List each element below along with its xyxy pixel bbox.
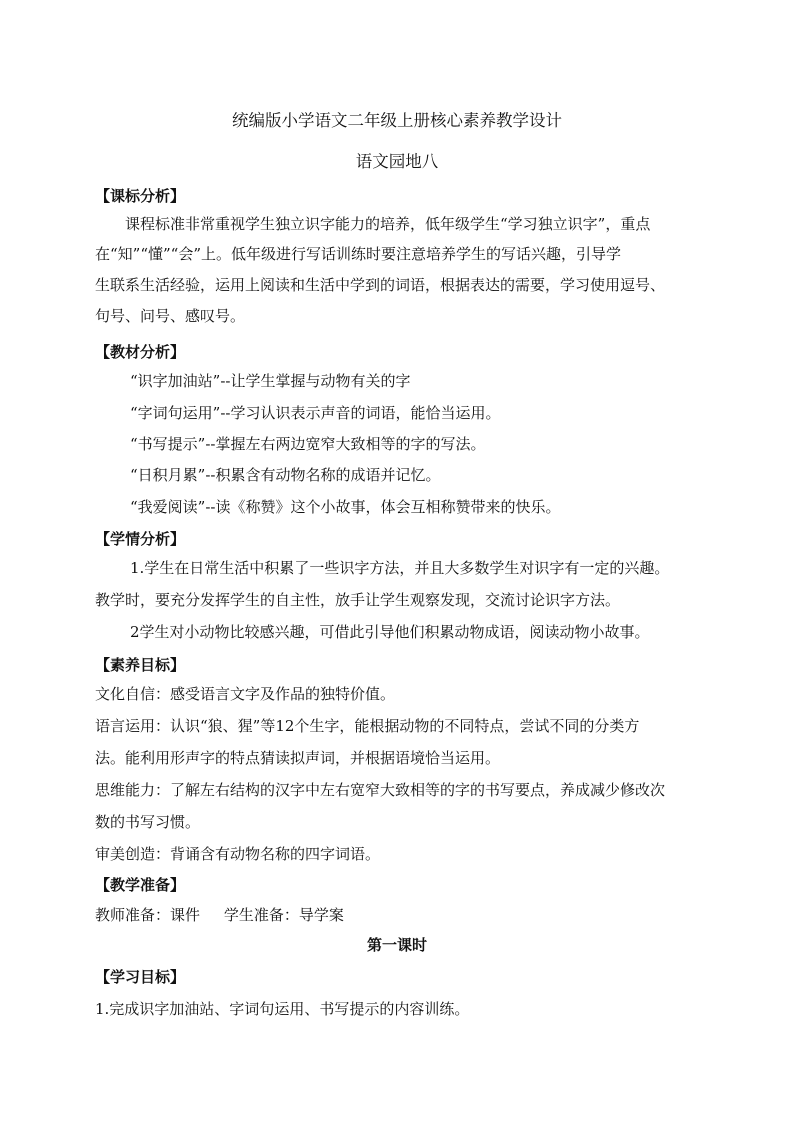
paragraph-line: 数的书写习惯。 xyxy=(95,813,201,831)
paragraph-line: 教师准备：课件 学生准备：导学案 xyxy=(95,906,344,924)
paragraph-line: 思维能力：了解左右结构的汉字中左右宽窄大致相等的字的书写要点，养成减少修改次 xyxy=(95,781,666,799)
paragraph-line: 1.学生在日常生活中积累了一些识字方法，并且大多数学生对识字有一定的兴趣。 xyxy=(130,559,670,577)
section-heading-textbook: 【教材分析】 xyxy=(95,343,186,361)
document-title: 统编版小学语文二年级上册核心素养教学设计 xyxy=(232,111,562,130)
paragraph-line: 教学时，要充分发挥学生的自主性，放手让学生观察发现，交流讨论识字方法。 xyxy=(95,591,621,609)
list-item: “书写提示”--掌握左右两边宽窄大致相等的字的写法。 xyxy=(130,435,486,453)
list-item: “日积月累”--积累含有动物名称的成语并记忆。 xyxy=(130,466,441,484)
section-heading-lesson-goals: 【学习目标】 xyxy=(95,968,186,986)
section-heading-prep: 【教学准备】 xyxy=(95,876,186,894)
paragraph-line: 课程标准非常重视学生独立识字能力的培养，低年级学生“学习独立识字”，重点 xyxy=(125,215,651,233)
section-heading-students: 【学情分析】 xyxy=(95,530,186,548)
paragraph-line: 2学生对小动物比较感兴趣，可借此引导他们积累动物成语，阅读动物小故事。 xyxy=(130,623,650,641)
paragraph-line: 语言运用：认识“狼、猩”等12个生字，能根据动物的不同特点，尝试不同的分类方 xyxy=(95,717,640,735)
document-subtitle: 语文园地八 xyxy=(355,152,439,171)
list-item: “我爱阅读”--读《称赞》这个小故事，体会互相称赞带来的快乐。 xyxy=(130,498,561,516)
paragraph-line: 在“知”“懂”“会”上。低年级进行写话训练时要注意培养学生的写话兴趣，引导学 xyxy=(95,245,622,263)
paragraph-line: 1.完成识字加油站、字词句运用、书写提示的内容训练。 xyxy=(95,1000,470,1018)
section-heading-goals: 【素养目标】 xyxy=(95,656,186,674)
list-item: “识字加油站”--让学生掌握与动物有关的字 xyxy=(130,372,411,390)
paragraph-line: 句号、问号、感叹号。 xyxy=(95,307,246,325)
list-item: “字词句运用”--学习认识表示声音的词语，能恰当运用。 xyxy=(130,404,501,422)
paragraph-line: 生联系生活经验，运用上阅读和生活中学到的词语，根据表达的需要，学习使用逗号、 xyxy=(95,276,666,294)
section-heading-curriculum: 【课标分析】 xyxy=(95,187,186,205)
paragraph-line: 法。能利用形声字的特点猜读拟声词，并根据语境恰当运用。 xyxy=(95,749,501,767)
paragraph-line: 文化自信：感受语言文字及作品的独特价值。 xyxy=(95,685,396,703)
lesson-title: 第一课时 xyxy=(366,936,427,954)
paragraph-line: 审美创造：背诵含有动物名称的四字词语。 xyxy=(95,845,381,863)
